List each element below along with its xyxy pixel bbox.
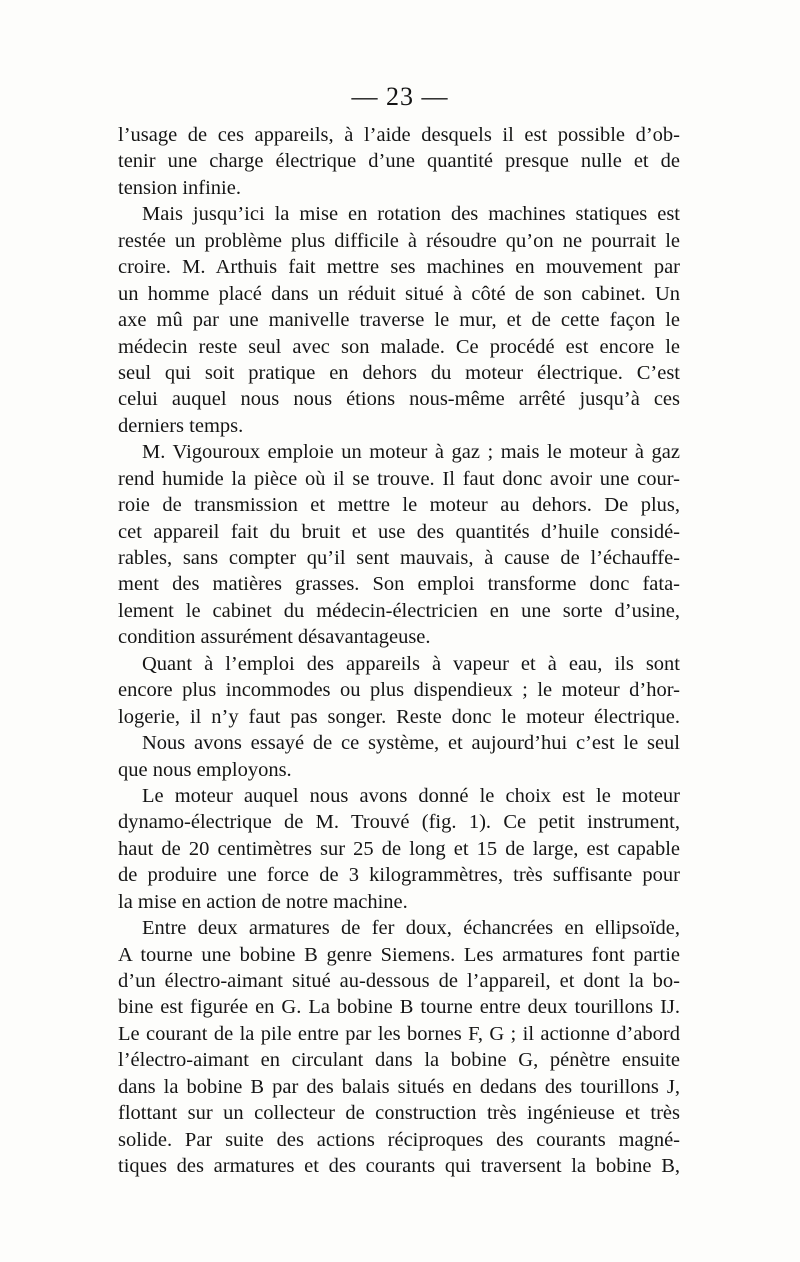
text-line: axe mû par une manivelle traverse le mur, et de cette façon le [118, 309, 680, 332]
text-line: Mais jusqu’ici la mise en rotation des machines statiques est [142, 203, 680, 226]
text-line: Nous avons essayé de ce système, et aujourd’hui c’est le seul [142, 732, 680, 755]
text-line: rables, sans compter qu’il sent mauvais, à cause de l’échauffe- [118, 547, 680, 569]
text-line: cet appareil fait du bruit et use des quantités d’huile considé- [118, 520, 680, 543]
text-line: Quant à l’emploi des appareils à vapeur et à eau, ils sont [142, 652, 680, 675]
text-line: celui auquel nous nous étions nous-même arrêté jusqu’à ces [118, 388, 680, 411]
body-text [118, 122, 680, 1180]
text-line: tension infinie. [118, 176, 241, 199]
text-line: seul qui soit pratique en dehors du moteur électrique. C’est [118, 361, 680, 384]
text-line: la mise en action de notre machine. [118, 890, 408, 913]
text-line: condition assurément désavantageuse. [118, 626, 431, 649]
text-line: tiques des armatures et des courants qui traversent la bobine B, [118, 1155, 680, 1178]
text-line: restée un problème plus difficile à résoudre qu’on ne pourrait le [118, 229, 680, 252]
text-line: M. Vigouroux emploie un moteur à gaz ; mais le moteur à gaz [142, 441, 680, 464]
text-line: derniers temps. [118, 414, 244, 437]
text-line: l’usage de ces appareils, à l’aide desquels il est possible d’ob- [118, 124, 680, 146]
text-line: dans la bobine B par des balais situés en dedans des tourillons J, [118, 1075, 680, 1098]
text-line: roie de transmission et mettre le moteur au dehors. De plus, [118, 494, 680, 517]
text-line: un homme placé dans un réduit situé à côté de son cabinet. Un [118, 282, 680, 305]
text-line: Entre deux armatures de fer doux, échancrées en ellipsoïde, [142, 917, 680, 940]
text-line: bine est figurée en G. La bobine B tourne entre deux tourillons IJ. [118, 996, 680, 1019]
text-line: de produire une force de 3 kilogrammètres, très suffisante pour [118, 864, 680, 887]
text-line: ment des matières grasses. Son emploi transforme donc fata- [118, 573, 680, 596]
text-line: Le moteur auquel nous avons donné le choix est le moteur [142, 784, 680, 807]
text-line: encore plus incommodes ou plus dispendieux ; le moteur d’hor- [118, 679, 680, 702]
text-line: d’un électro-aimant situé au-dessous de l’appareil, et dont la bo- [118, 970, 680, 992]
text-line: tenir une charge électrique d’une quantité presque nulle et de [118, 150, 680, 173]
text-line: flottant sur un collecteur de construction très ingénieuse et très [118, 1102, 680, 1125]
text-line: dynamo-électrique de M. Trouvé (fig. 1). Ce petit instrument, [118, 811, 680, 834]
text-line: haut de 20 centimètres sur 25 de long et 15 de large, est capable [118, 837, 680, 860]
text-line: logerie, il n’y faut pas songer. Reste donc le moteur électrique. [118, 705, 680, 728]
text-line: solide. Par suite des actions réciproques des courants magné- [118, 1128, 680, 1151]
text-line: médecin reste seul avec son malade. Ce procédé est encore le [118, 335, 680, 358]
text-line: rend humide la pièce où il se trouve. Il faut donc avoir une cour- [118, 467, 680, 490]
text-line: lement le cabinet du médecin-électricien en une sorte d’usine, [118, 599, 680, 622]
text-line: A tourne une bobine B genre Siemens. Les armatures font partie [118, 943, 680, 966]
text-line: croire. M. Arthuis fait mettre ses machines en mouvement par [118, 256, 680, 279]
text-line: que nous employons. [118, 758, 292, 781]
text-line: Le courant de la pile entre par les bornes F, G ; il actionne d’abord [118, 1022, 680, 1045]
text-line: l’électro-aimant en circulant dans la bobine G, pénètre ensuite [118, 1049, 680, 1072]
page-number: — 23 — [351, 82, 449, 111]
